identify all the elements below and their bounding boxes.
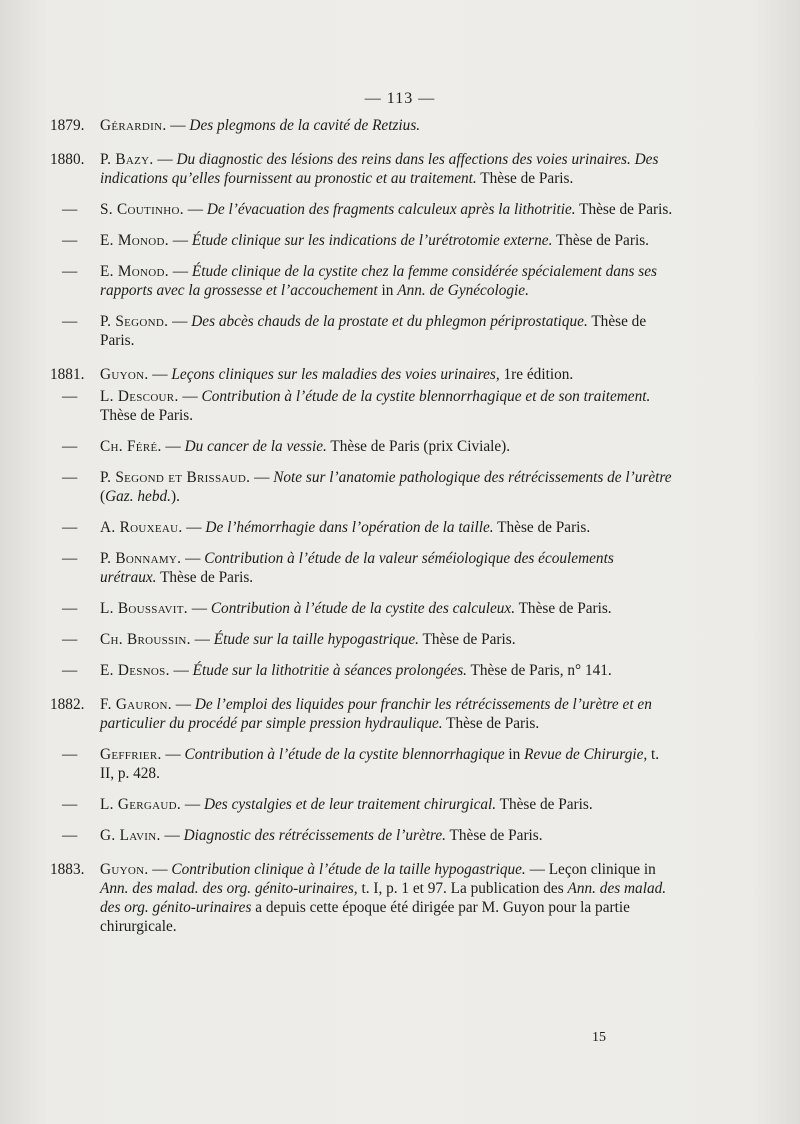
entry-publication: Thèse de Paris. bbox=[515, 600, 612, 617]
entry-author: E. Desnos. bbox=[100, 662, 170, 679]
entry-journal: Ann. de Gynécologie. bbox=[397, 282, 529, 299]
entry-title: Étude sur la lithotritie à séances prolongées. bbox=[192, 662, 467, 679]
entry-title: De l’emploi des liquides pour franchir les rétrécissements de l’urètre et en particulier du procédé par simple pression hydraulique. bbox=[100, 696, 652, 732]
entry-author: S. Coutinho. bbox=[100, 201, 184, 218]
entry-year: — bbox=[62, 438, 78, 455]
bibliography-entry: — Ch. Broussin. — Étude sur la taille hypogastrique. Thèse de Paris. bbox=[62, 631, 516, 648]
entry-year: 1881. bbox=[50, 366, 85, 383]
bibliography-entry: — E. Desnos. — Étude sur la lithotritie à séances prolongées. Thèse de Paris, n° 141. bbox=[62, 662, 612, 679]
bibliography-list bbox=[50, 116, 674, 936]
entry-author: P. Bazy. bbox=[100, 151, 154, 168]
entry-title: Du cancer de la vessie. bbox=[184, 438, 327, 455]
entry-year: — bbox=[62, 550, 78, 567]
entry-author: E. Monod. bbox=[100, 232, 169, 249]
entry-author: P. Segond et Brissaud. bbox=[100, 469, 251, 486]
entry-author: Ch. Féré. bbox=[100, 438, 162, 455]
entry-author: G. Lavin. bbox=[100, 827, 161, 844]
entry-title: Des plegmons de la cavité de Retzius. bbox=[189, 117, 421, 134]
entry-publication: Thèse de Paris. bbox=[100, 407, 194, 424]
entry-year: — bbox=[62, 746, 78, 763]
entry-author: Gérardin. bbox=[100, 117, 167, 134]
entry-title: Note sur l’anatomie pathologique des rétrécissements de l’urètre bbox=[273, 469, 672, 486]
entry-year: — bbox=[62, 388, 78, 405]
entry-journal: Revue de Chirurgie, bbox=[524, 746, 648, 763]
entry-year: — bbox=[62, 232, 78, 249]
entry-year: — bbox=[62, 519, 78, 536]
bibliography-entry: — L. Descour. — Contribution à l’étude de la cystite blennorrhagique et de son traitement. Thèse de Paris. bbox=[62, 388, 651, 424]
entry-publication: 1re édition. bbox=[499, 366, 574, 383]
entry-publication: Thèse de Paris. bbox=[442, 715, 540, 732]
entry-title: Contribution à l’étude de la cystite blennorrhagique bbox=[184, 746, 505, 763]
entry-author: Guyon. bbox=[100, 366, 149, 383]
entry-year: — bbox=[62, 201, 78, 218]
entry-author: E. Monod. bbox=[100, 263, 169, 280]
entry-year: — bbox=[62, 263, 78, 280]
entry-title: Étude sur la taille hypogastrique. bbox=[213, 631, 419, 648]
entry-title: Étude clinique sur les indications de l’urétrotomie externe. bbox=[191, 232, 553, 249]
entry-publication: Thèse de Paris. bbox=[552, 232, 649, 249]
entry-year: — bbox=[62, 313, 78, 330]
bibliography-entry: 1882. F. Gauron. — De l’emploi des liquides pour franchir les rétrécissements de l’urètre et en particulier du procédé par simple pression hydraulique. Thèse de Paris. bbox=[50, 696, 652, 732]
entry-author: Geffrier. bbox=[100, 746, 162, 763]
entry-author: Guyon. bbox=[100, 861, 149, 878]
bibliography-entry: 1880. P. Bazy. — Du diagnostic des lésions des reins dans les affections des voies urinaires. Des indications qu’elles fournissent au pronostic et au traitement. Thèse de Paris. bbox=[50, 151, 659, 187]
entry-year: — bbox=[62, 827, 78, 844]
bibliography-entry: — E. Monod. — Étude clinique de la cystite chez la femme considérée spécialement dans ses rapports avec la grossesse et l’accouchement in Ann. de Gynécologie. bbox=[62, 263, 657, 299]
entry-journal: Ann. des malad. des org. génito-urinaires bbox=[100, 880, 667, 916]
bibliography-entry: — S. Coutinho. — De l’évacuation des fragments calculeux après la lithotritie. Thèse de Paris. bbox=[62, 201, 673, 218]
entry-publication: Thèse de Paris. bbox=[156, 569, 254, 586]
entry-author: Ch. Broussin. bbox=[100, 631, 191, 648]
entry-journal: Ann. des malad. des org. génito-urinaires, bbox=[100, 880, 358, 897]
entry-publication: Thèse de Paris. bbox=[476, 170, 574, 187]
entry-title: De l’hémorrhagie dans l’opération de la taille. bbox=[205, 519, 494, 536]
entry-author: P. Bonnamy. bbox=[100, 550, 182, 567]
bibliography-entry: 1879. Gérardin. — Des plegmons de la cavité de Retzius. bbox=[50, 117, 421, 134]
entry-publication: Thèse de Paris. bbox=[575, 201, 673, 218]
entry-publication: Thèse de Paris. bbox=[496, 796, 593, 813]
entry-author: P. Segond. bbox=[100, 313, 169, 330]
entry-title: De l’évacuation des fragments calculeux après la lithotritie. bbox=[206, 201, 576, 218]
entry-title: Diagnostic des rétrécissements de l’urètre. bbox=[183, 827, 446, 844]
bibliography-entry: — Ch. Féré. — Du cancer de la vessie. Thèse de Paris (prix Civiale). bbox=[62, 438, 511, 455]
entry-title: Étude clinique de la cystite chez la femme considérée spécialement dans ses rapports avec la grossesse et l’accouchement bbox=[100, 263, 657, 299]
bibliography-entry: 1883. Guyon. — Contribution clinique à l’étude de la taille hypogastrique. — Leçon clinique in Ann. des malad. des org. génito-urinaires, t. I, p. 1 et 97. La publication des Ann. des malad. des org. génito-urinaires a depuis cette époque été dirigée par M. Guyon pour la partie chirurgicale. bbox=[50, 861, 667, 935]
entry-publication: Thèse de Paris. bbox=[493, 519, 591, 536]
entry-year: — bbox=[62, 631, 78, 648]
entry-title: Contribution à l’étude de la cystite blennorrhagique et de son traitement. bbox=[201, 388, 651, 405]
entry-publication: Thèse de Paris (prix Civiale). bbox=[326, 438, 511, 455]
entry-publication: Thèse de Paris. bbox=[418, 631, 516, 648]
entry-publication: Thèse de Paris. bbox=[100, 313, 647, 349]
entry-author: L. Descour. bbox=[100, 388, 179, 405]
entry-title: Contribution clinique à l’étude de la taille hypogastrique. bbox=[171, 861, 526, 878]
entry-year: — bbox=[62, 469, 78, 486]
entry-year: 1879. bbox=[50, 117, 85, 134]
entry-title: Leçons cliniques sur les maladies des voies urinaires, bbox=[171, 366, 500, 383]
page-number: — 113 — bbox=[364, 90, 436, 107]
bibliography-entry: — P. Segond. — Des abcès chauds de la prostate et du phlegmon périprostatique. Thèse de Paris. bbox=[62, 313, 647, 349]
entry-title: Contribution à l’étude de la cystite des calculeux. bbox=[210, 600, 516, 617]
entry-publication: Thèse de Paris, n° 141. bbox=[467, 662, 612, 679]
entry-year: 1880. bbox=[50, 151, 85, 168]
entry-year: 1882. bbox=[50, 696, 85, 713]
entry-year: — bbox=[62, 662, 78, 679]
bibliography-entry: — L. Boussavit. — Contribution à l’étude de la cystite des calculeux. Thèse de Paris. bbox=[62, 600, 612, 617]
bibliography-entry: — Geffrier. — Contribution à l’étude de la cystite blennorrhagique in Revue de Chirurgie, t. II, p. 428. bbox=[62, 746, 660, 782]
entry-journal: Gaz. hebd. bbox=[105, 488, 171, 505]
bibliography-entry: — P. Bonnamy. — Contribution à l’étude de la valeur séméiologique des écoulements urétraux. Thèse de Paris. bbox=[62, 550, 614, 586]
entry-year: — bbox=[62, 796, 78, 813]
entry-publication: Thèse de Paris. bbox=[446, 827, 543, 844]
entry-author: A. Rouxeau. bbox=[100, 519, 183, 536]
entry-year: 1883. bbox=[50, 861, 85, 878]
bibliography-entry: — G. Lavin. — Diagnostic des rétrécissements de l’urètre. Thèse de Paris. bbox=[62, 827, 543, 844]
entry-title: Du diagnostic des lésions des reins dans les affections des voies urinaires. Des indications qu’elles fournissent au pronostic et au traitement. bbox=[100, 151, 659, 187]
bibliography-entry: — P. Segond et Brissaud. — Note sur l’anatomie pathologique des rétrécissements de l’urètre (Gaz. hebd.). bbox=[62, 469, 672, 505]
bibliography-entry: — L. Gergaud. — Des cystalgies et de leur traitement chirurgical. Thèse de Paris. bbox=[62, 796, 593, 813]
entry-year: — bbox=[62, 600, 78, 617]
entry-author: L. Gergaud. bbox=[100, 796, 181, 813]
bibliography-entry: — E. Monod. — Étude clinique sur les indications de l’urétrotomie externe. Thèse de Paris. bbox=[62, 232, 649, 249]
entry-author: L. Boussavit. bbox=[100, 600, 188, 617]
entry-author: F. Gauron. bbox=[100, 696, 172, 713]
entry-title: Des cystalgies et de leur traitement chirurgical. bbox=[203, 796, 497, 813]
bibliography-entry: 1881. Guyon. — Leçons cliniques sur les maladies des voies urinaires, 1re édition. bbox=[50, 366, 574, 383]
entry-title: Contribution à l’étude de la valeur séméiologique des écoulements urétraux. bbox=[100, 550, 614, 586]
bibliography-entry: — A. Rouxeau. — De l’hémorrhagie dans l’opération de la taille. Thèse de Paris. bbox=[62, 519, 591, 536]
signature-mark: 15 bbox=[592, 1030, 606, 1045]
entry-title: Des abcès chauds de la prostate et du phlegmon périprostatique. bbox=[191, 313, 588, 330]
